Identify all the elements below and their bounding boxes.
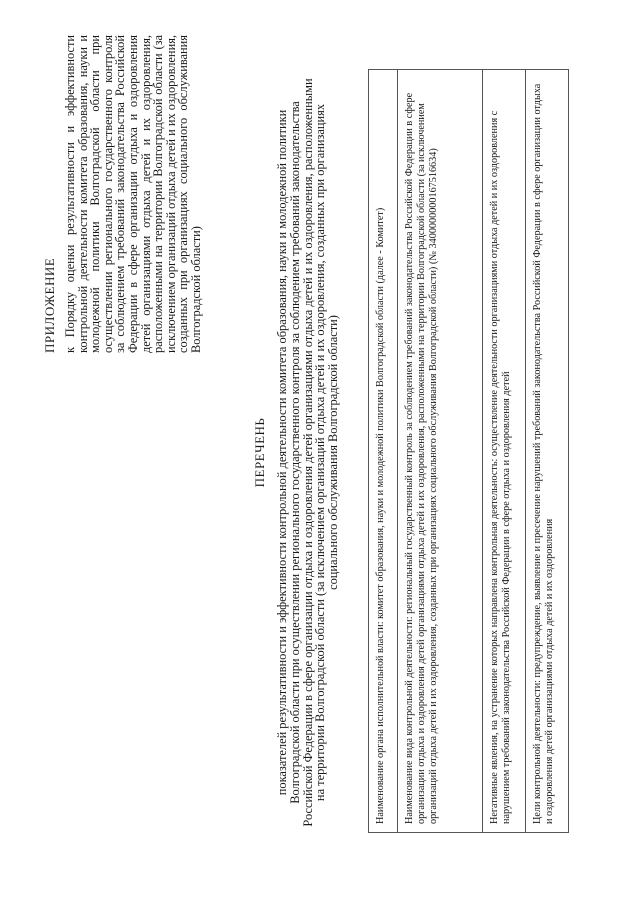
control-type-cell: Наименование вида контрольной деятельности: региональный государственный контроль за соблюдением требований законодательства Российской Федерации в сфере организации отдыха и оздоровления детей организациями отдыха детей и их оздоровления, расположенными на территории Волгоградской области (за исключением организаций отдыха детей и их оздоровления, созданных при организациях социального обслуживания Волгоградской области) (№ 3400000000167516634) bbox=[398, 70, 483, 833]
control-goals-cell: Цели контрольной деятельности: предупреждение, выявление и пресечение нарушений требований законодательства Российской Федерации в сфере организации отдыха и оздоровления детей организациями отдыха детей и их оздоровления bbox=[526, 70, 569, 833]
appendix-heading: ПРИЛОЖЕНИЕ bbox=[42, 257, 57, 353]
authority-name-cell: Наименование органа исполнительной власти: комитет образования, науки и молодежной политики Волгоградской области (далее - Комитет) bbox=[369, 70, 398, 833]
list-subtitle: показателей результативности и эффективности контрольной деятельности комитета образования, науки и молодежной политики Волгоградской области при осуществлении регионального государственного контроля за соблюдением требований законодательства Российской Федерации в сфере организации отдыха и оздоровления детей организациями отдыха детей и их оздоровления, расположенными на территории Волгоградской области (за исключением организаций отдыха детей и их оздоровления, созданных при организациях социального обслуживания Волгоградской области) bbox=[275, 78, 341, 827]
list-title: ПЕРЕЧЕНЬ bbox=[252, 417, 267, 488]
negative-phenomena-cell: Негативные явления, на устранение которых направлена контрольная деятельность: осуществление деятельности организациями отдыха детей и их оздоровления с нарушением требований законодательства Российской Федерации в сфере отдыха и оздоровления детей bbox=[483, 70, 526, 833]
table-row bbox=[369, 70, 398, 833]
table-row bbox=[526, 70, 569, 833]
info-table bbox=[368, 69, 569, 833]
table-row bbox=[398, 70, 483, 833]
appendix-reference-text: к Порядку оценки результативности и эффективности контрольной деятельности комитета образования, науки и молодежной политики Волгоградской области при осуществлении регионального государственного контроля за соблюдением требований законодательства Российской Федерации в сфере организации отдыха и оздоровления детей организациями отдыха детей и их оздоровления, расположенными на территории Волгоградской области (за исключением организаций отдыха детей и их оздоровления, созданных при организациях социального обслуживания Волгоградской области) bbox=[63, 35, 203, 353]
table-row bbox=[483, 70, 526, 833]
